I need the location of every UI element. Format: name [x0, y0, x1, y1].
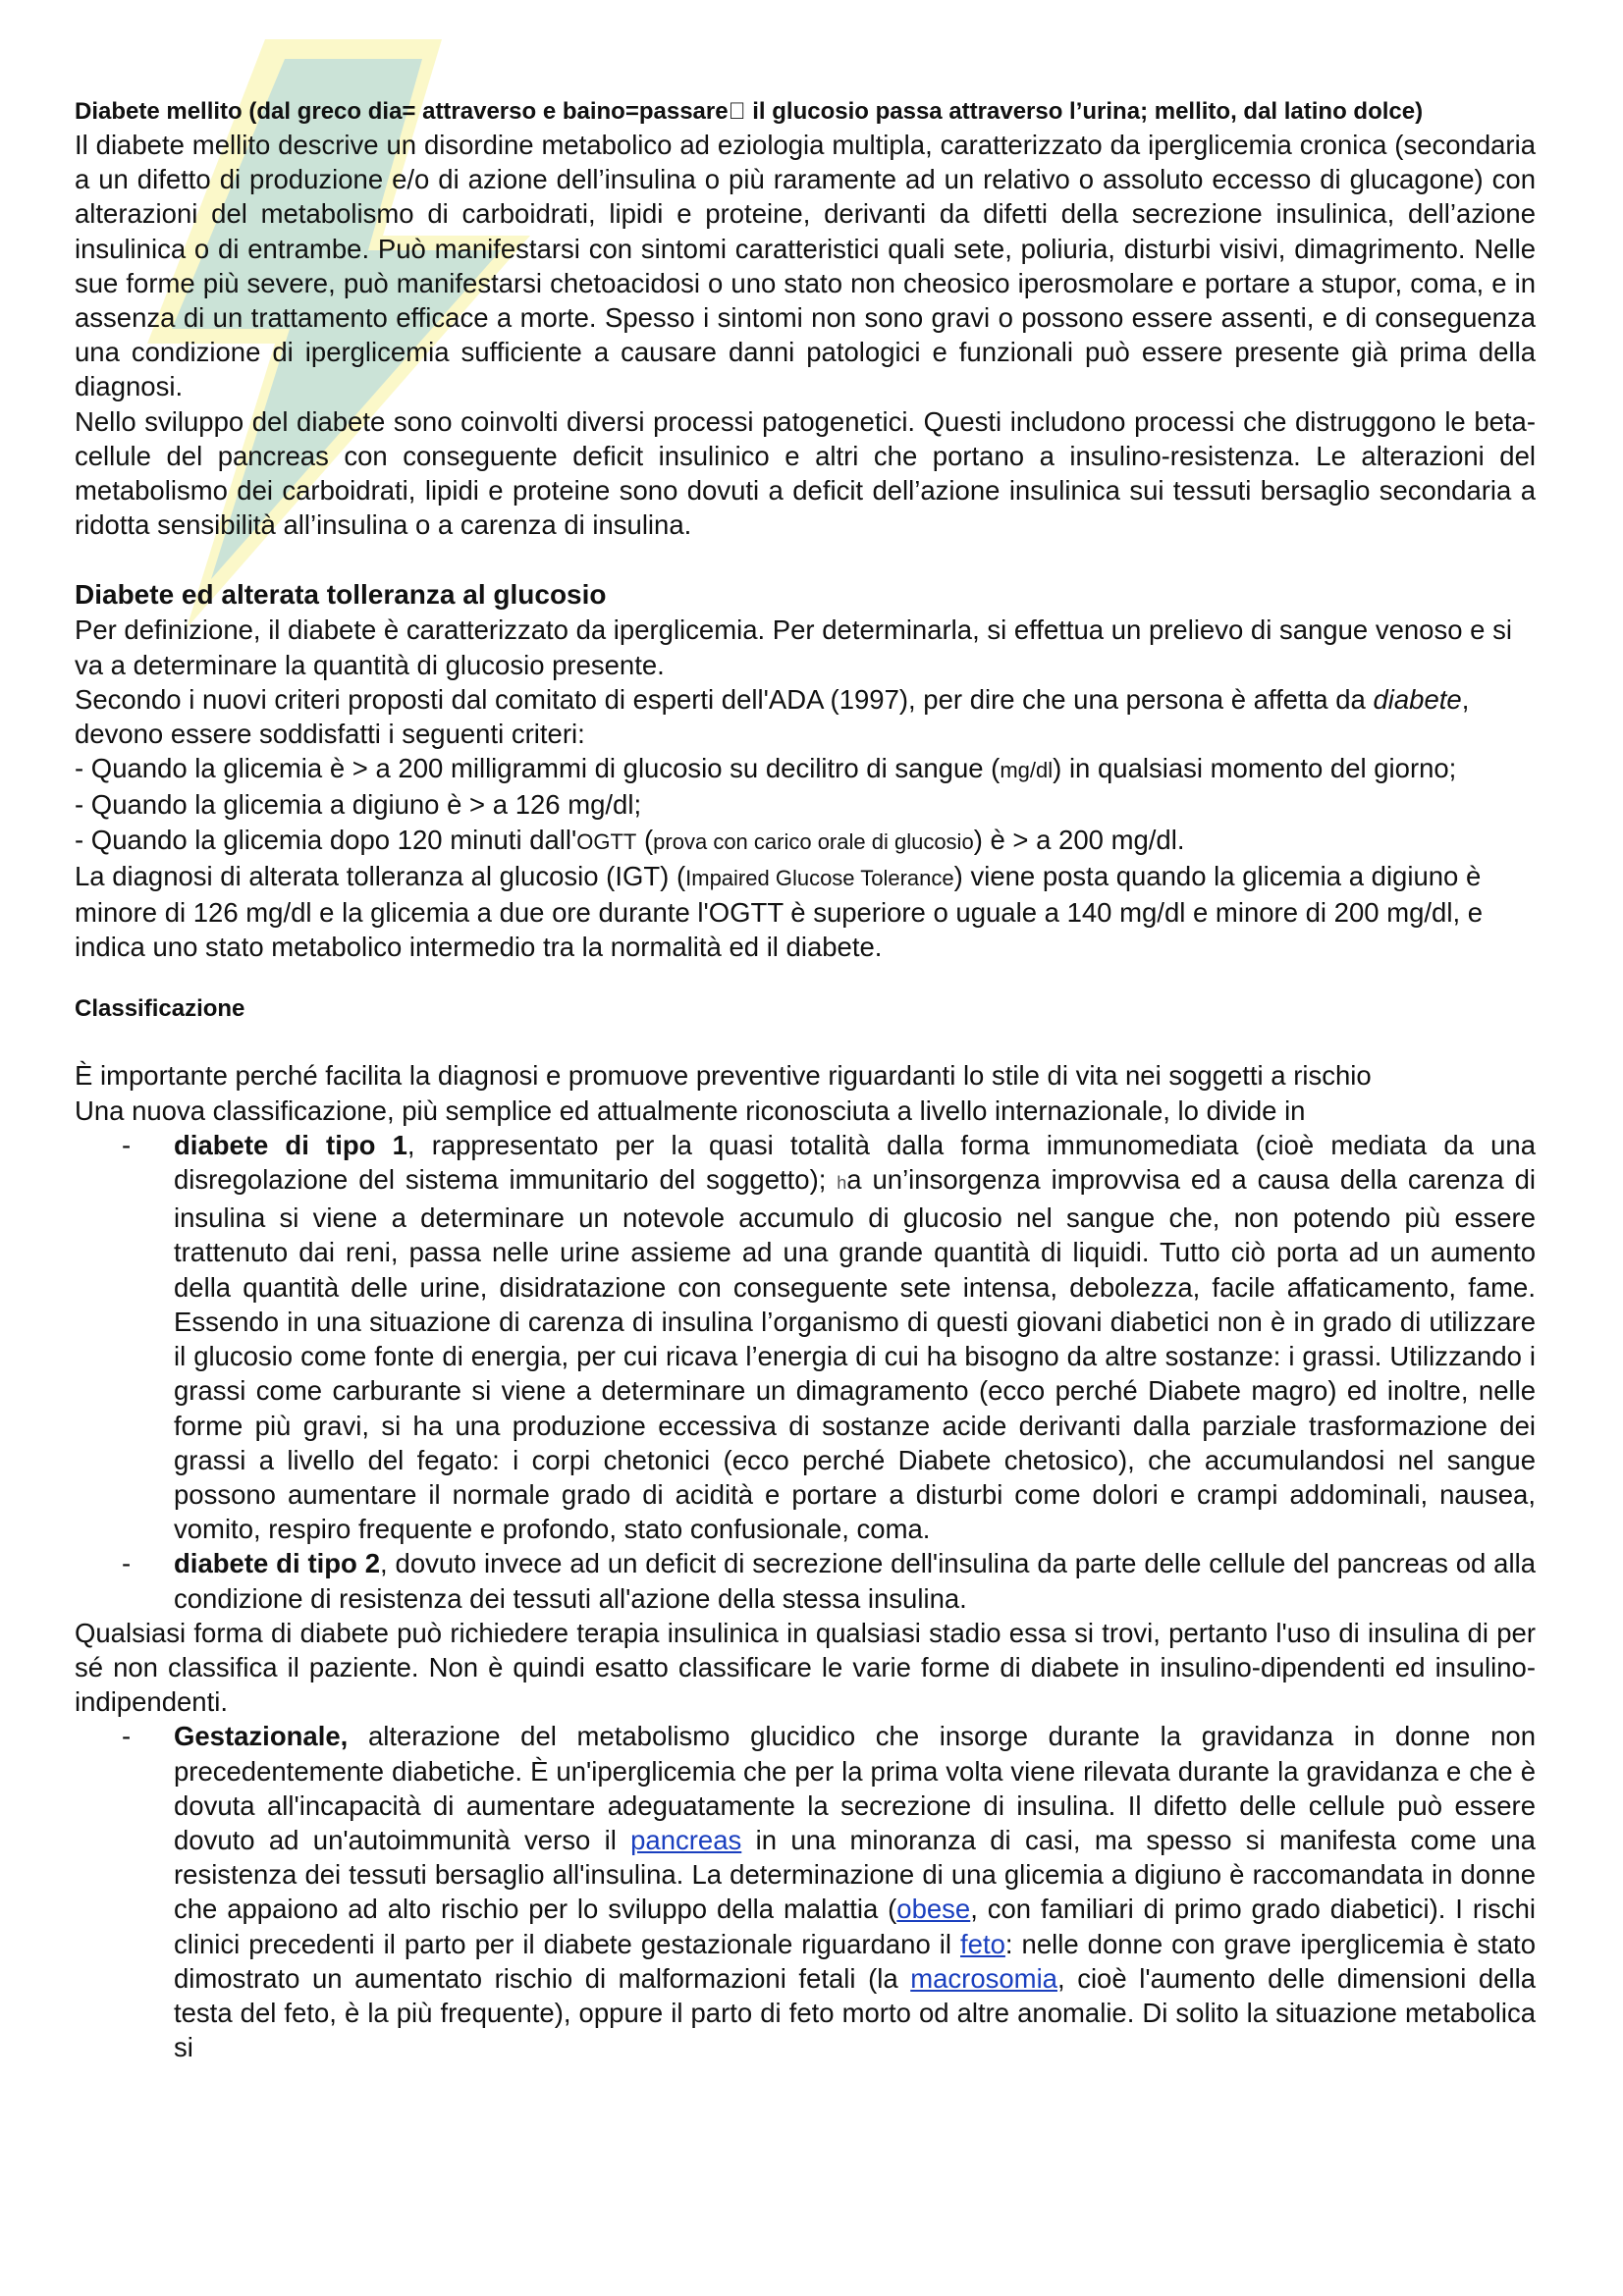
link-pancreas[interactable]: pancreas: [630, 1824, 742, 1855]
classification-list: [75, 1128, 1536, 1616]
classification-importance: È importante perché facilita la diagnosi e promuove preventive riguardanti lo stile di vita nei soggetti a rischio: [75, 1060, 1372, 1092]
list-item-gestazionale: - Gestazionale, alterazione del metabolismo glucidico che insorge durante la gravidanza in donne non precedentemente diabetiche. È un'iperglicemia che per la prima volta viene rilevata durante la gravidanza e che è dovuta all'incapacità di aumentare adeguatamente la secrezione di insulina. Il difetto delle cellule può essere dovuto ad un'autoimmunità verso il pancreas in una minoranza di casi, ma spesso si manifesta come una resistenza dei tessuti bersaglio all'insulina. La determinazione di una glicemia a digiuno è raccomandata in donne che appaiono ad alto rischio per lo sviluppo della malattia (obese, con familiari di primo grado diabetici). I rischi clinici precedenti il parto per il diabete gestazionale riguardano il feto: nelle donne con grave iperglicemia è stato dimostrato un aumentato rischio di malformazioni fetali (la macrosomia, cioè l'aumento delle dimensioni della testa del feto, è la più frequente), oppure il parto di feto morto od altre anomalie. Di solito la situazione metabolica si: [122, 1721, 1536, 2063]
list-item-tipo-1: - diabete di tipo 1, rappresentato per la quasi totalità dalla forma immunomediata (cioè mediata da una disregolazione del sistema immunitario del soggetto); ha un’insorgenza improvvisa ed a causa della carenza di insulina si viene a determinare un notevole accumulo di glucosio nel sangue che, non potendo più essere trattenuto dai reni, passa nelle urine assieme ad una grande quantità di liquidi. Tutto ciò porta ad un aumento della quantità delle urine, disidratazione con conseguente sete intensa, debolezza, facile affaticamento, fame. Essendo in una situazione di carenza di insulina l’organismo di questi giovani diabetici non è in grado di utilizzare il glucosio come fonte di energia, per cui ricava l’energia di cui ha bisogno da altre sostanze: i grassi. Utilizzando i grassi come carburante si viene a determinare un dimagramento (ecco perché Diabete magro) ed inoltre, nelle forme più gravi, si ha una produzione eccessiva di sostanze acide derivanti dalla parziale trasformazione dei grassi a livello del fegato: i corpi chetonici (ecco perché Diabete chetosico), che accumulandosi nel sangue possono aumentare il normale grado di acidità e portare a disturbi come dolori e crampi addominali, nausea, vomito, respiro frequente e profondo, stato confusionale, coma.: [122, 1129, 1537, 1545]
classification-section: [75, 993, 1536, 2064]
intro-section: [75, 96, 1536, 542]
section-title-tolleranza: Diabete ed alterata tolleranza al glucosio: [75, 579, 607, 611]
intro-paragraph-2: Nello sviluppo del diabete sono coinvolti diversi processi patogenetici. Questi includono processi che distruggono le beta-cellule del pancreas con conseguente deficit insulinico e altri che portano a insulino-resistenza. Le alterazioni del metabolismo dei carboidrati, lipidi e proteine sono dovuti a deficit dell’azione insulinica sui tessuti bersaglio secondaria a ridotta sensibilità all’insulina o a carenza di insulina.: [75, 405, 1536, 541]
criterion-1: - Quando la glicemia è > a 200 milligrammi di glucosio su decilitro di sangue (mg/dl) in qualsiasi momento del giorno;: [75, 753, 1457, 784]
section-title-diabete-mellito: Diabete mellito (dal greco dia= attraverso e baino=passare il glucosio passa attraverso l’urina; mellito, dal latino dolce): [75, 98, 1406, 125]
tolerance-section: [75, 577, 1536, 964]
ada-criteria-intro: Secondo i nuovi criteri proposti dal comitato di esperti dell'ADA (1997), per dire che una persona è affetta da diabete, devono essere soddisfatti i seguenti criteri:: [75, 683, 1470, 750]
link-feto[interactable]: feto: [960, 1928, 1005, 1959]
tolerance-definition: Per definizione, il diabete è caratterizzato da iperglicemia. Per determinarla, si effettua un prelievo di sangue venoso e si va a determinare la quantità di glucosio presente.: [75, 614, 1512, 680]
list-item-tipo-2: - diabete di tipo 2, dovuto invece ad un deficit di secrezione dell'insulina da parte delle cellule del pancreas od alla condizione di resistenza dei tessuti all'azione della stessa insulina.: [122, 1548, 1536, 1614]
link-macrosomia[interactable]: macrosomia: [910, 1962, 1057, 1994]
insulin-therapy-note: Qualsiasi forma di diabete può richiedere terapia insulinica in qualsiasi stadio essa si trovi, pertanto l'uso di insulina di per sé non classifica il paziente. Non è quindi esatto classificare le varie forme di diabete in insulino-dipendenti ed insulino-indipendenti.: [75, 1617, 1536, 1718]
igt-diagnosis: La diagnosi di alterata tolleranza al glucosio (IGT) (Impaired Glucose Tolerance) viene posta quando la glicemia a digiuno è minore di 126 mg/dl e la glicemia a due ore durante l'OGTT è superiore o uguale a 140 mg/dl e minore di 200 mg/dl, e indica uno stato metabolico intermedio tra la normalità ed il diabete.: [75, 860, 1484, 963]
section-title-classificazione: Classificazione: [75, 995, 245, 1023]
criterion-3: - Quando la glicemia dopo 120 minuti dall'OGTT (prova con carico orale di glucosio) è > a 200 mg/dl.: [75, 824, 1185, 855]
link-obese[interactable]: obese: [896, 1894, 971, 1925]
classification-intro: Una nuova classificazione, più semplice ed attualmente riconosciuta a livello internazionale, lo divide in: [75, 1095, 1306, 1126]
criterion-2: - Quando la glicemia a digiuno è > a 126 mg/dl;: [75, 789, 642, 821]
classification-list-2: [75, 1719, 1536, 2064]
intro-paragraph-1: Il diabete mellito descrive un disordine metabolico ad eziologia multipla, caratterizzato da iperglicemia cronica (secondaria a un difetto di produzione e/o di azione dell’insulina o più raramente ad un relativo o assoluto eccesso di glucagone) con alterazioni del metabolismo di carboidrati, lipidi e proteine, derivanti da difetti della secrezione insulinica, dell’azione insulinica o di entrambe. Può manifestarsi con sintomi caratteristici quali sete, poliuria, disturbi visivi, dimagrimento. Nelle sue forme più severe, può manifestarsi chetoacidosi o uno stato non cheosico iperosmolare e portare a stupor, coma, e in assenza di un trattamento efficace a morte. Spesso i sintomi non sono gravi o possono essere assenti, e di conseguenza una condizione di iperglicemia sufficiente a causare danni patologici e funzionali può essere presente già prima della diagnosi.: [75, 130, 1536, 402]
document-body: [75, 96, 1536, 2064]
